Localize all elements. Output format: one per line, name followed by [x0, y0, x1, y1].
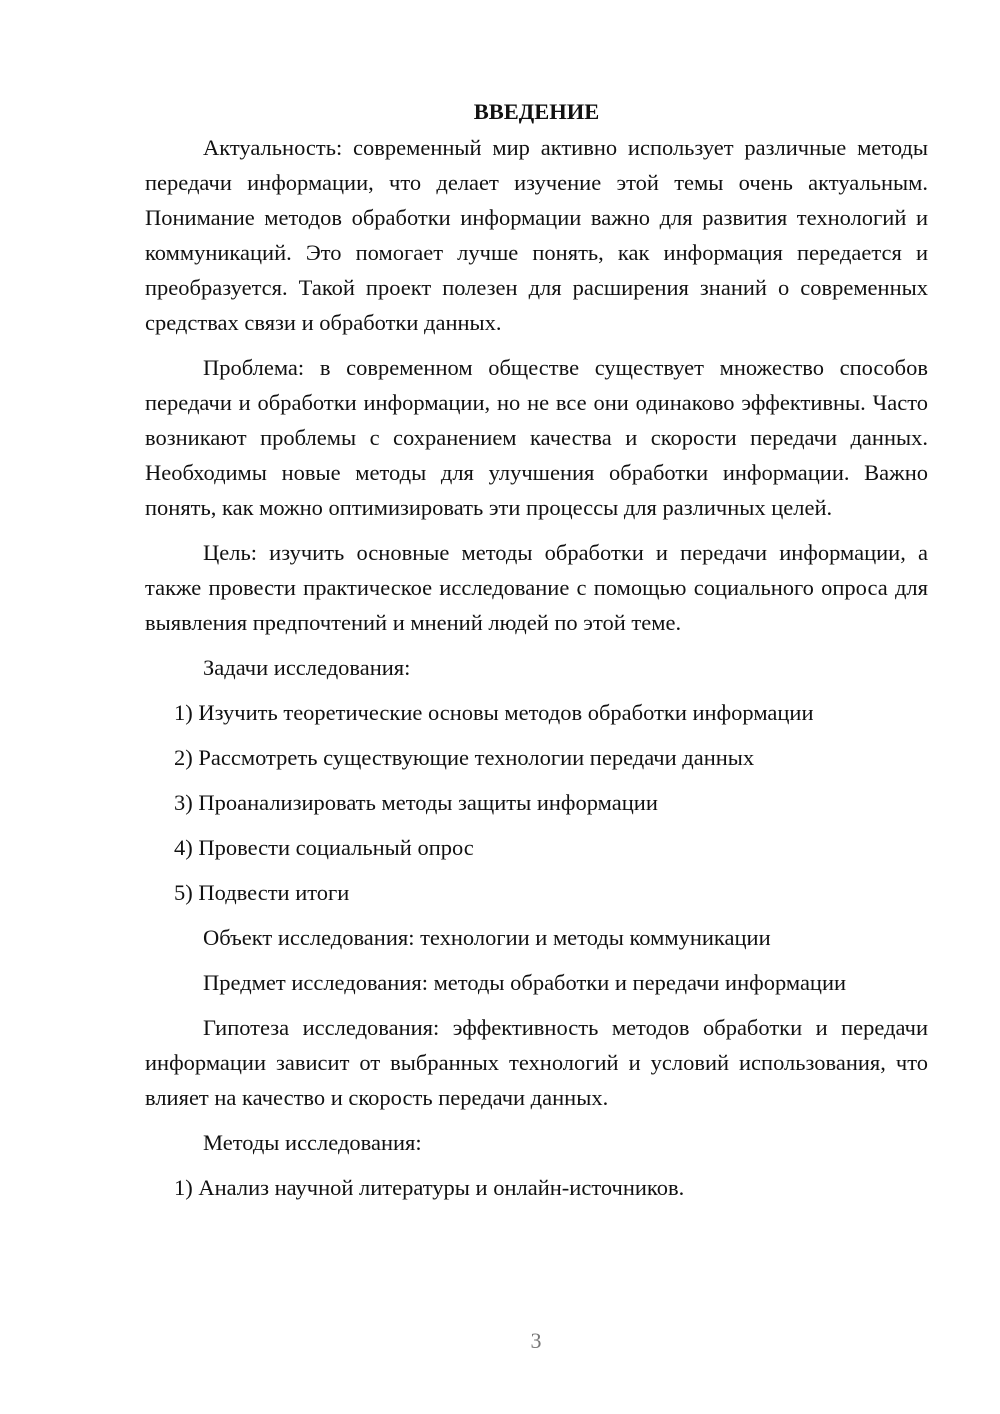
method-item-1: 1) Анализ научной литературы и онлайн-источников.: [174, 1175, 685, 1200]
research-object: Объект исследования: технологии и методы коммуникации: [203, 925, 771, 950]
goal-paragraph: Цель: изучить основные методы обработки и передачи информации, а также провести практическое исследование с помощью социального опроса для выявления предпочтений и мнений людей по этой теме.: [145, 540, 928, 635]
methods-heading: Методы исследования:: [203, 1130, 422, 1155]
task-item-5: 5) Подвести итоги: [174, 880, 350, 905]
research-subject: Предмет исследования: методы обработки и передачи информации: [203, 970, 847, 995]
page-number: 3: [530, 1328, 542, 1353]
hypothesis-paragraph: Гипотеза исследования: эффективность методов обработки и передачи информации зависит от выбранных технологий и условий использования, что влияет на качество и скорость передачи данных.: [145, 1015, 928, 1110]
tasks-heading: Задачи исследования:: [203, 655, 411, 680]
page-content: [145, 94, 928, 1215]
section-title: ВВЕДЕНИЕ: [473, 99, 600, 124]
task-item-4: 4) Провести социальный опрос: [174, 835, 474, 860]
task-item-2: 2) Рассмотреть существующие технологии передачи данных: [174, 745, 755, 770]
task-item-1: 1) Изучить теоретические основы методов обработки информации: [174, 700, 814, 725]
task-item-3: 3) Проанализировать методы защиты информации: [174, 790, 658, 815]
problem-paragraph: Проблема: в современном обществе существует множество способов передачи и обработки информации, но не все они одинаково эффективны. Часто возникают проблемы с сохранением качества и скорости передачи данных. Необходимы новые методы для улучшения обработки информации. Важно понять, как можно оптимизировать эти процессы для различных целей.: [145, 355, 928, 520]
relevance-paragraph: Актуальность: современный мир активно использует различные методы передачи информации, что делает изучение этой темы очень актуальным. Понимание методов обработки информации важно для развития технологий и коммуникаций. Это помогает лучше понять, как информация передается и преобразуется. Такой проект полезен для расширения знаний о современных средствах связи и обработки данных.: [145, 135, 928, 335]
